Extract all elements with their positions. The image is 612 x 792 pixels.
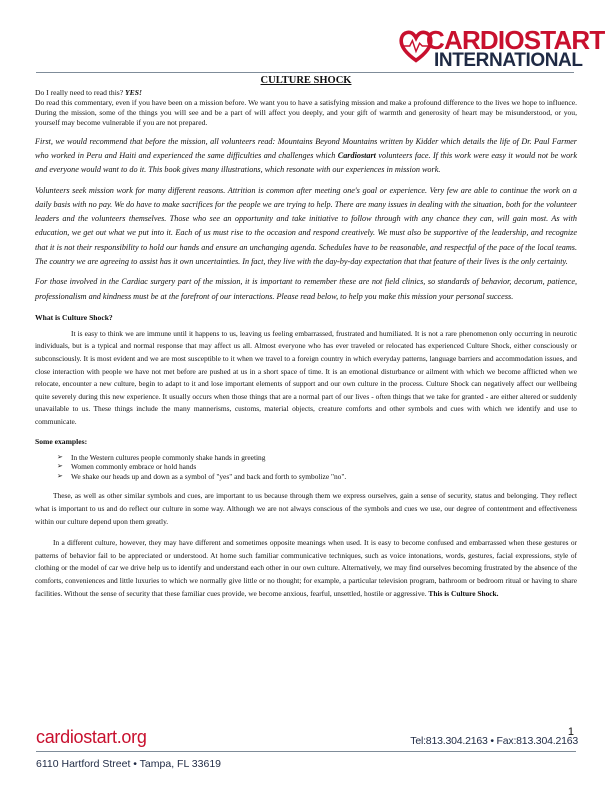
volunteers-paragraph: Volunteers seek mission work for many different reasons. Attrition is common after meeting one's goal or experience. Very few are able to continue the work on a daily basis with no pay. We do have to make sacrifices for the people we are trying to help. There are many issues in dealing with the situation, both for the volunteer leaders and the volunteers themselves. Those who see an opportunity and take initiative to follow through with any chance they can, will gain most. As with education, we get out what we put into it. Each of us must rise to the occasion and respond creatively. We must also be supportive of the leadership, and recognize that it is not their responsibility to hold our hands and ensure an unchanging agenda. Schedules have to be reasonable, and respectful of the pace of the local teams. The country we are agreeing to assist has it own uncertainties. In fact, they live with the day-by-day expectation that that feature of their lives is the only certainty.: [35, 185, 577, 266]
intro-question-text: Do I really need to read this?: [35, 88, 126, 97]
culture-shock-paragraph: It is easy to think we are immune until it happens to us, leaving us feeling embarrassed, frustrated and humiliated. It is not a rare phenomenon only occurring in neurotic individuals, but is a typical and normal response that may affect us all. Almost everyone who has ever traveled or relocated has experienced Culture Shock, either consciously or subconsciously. It is most evident and we are most susceptible to it when we travel to a foreign country in which everyday patterns, language barriers and accommodation issues, and close interaction with people we have not met before are pushed at us in a short space of time. It is an emotional disturbance or ailment with which we become afflicted when we relocate, encounter a new culture, begin to adapt to it and lose important elements of support and our own culture in the process. Culture Shock can negatively affect our wellbeing quite severely during this new experience. It usually occurs when those things that are a normal part of our lives - often things that we take for granted - are either altered or suddenly unavailable to us. These things include the many mannerisms, customs, material objects, creature comforts and other symbols and cues with which we identify and use to communicate.: [35, 328, 577, 427]
section-heading: What is Culture Shock?: [35, 312, 113, 322]
intro-answer: YES!: [125, 88, 142, 97]
footer-address: 6110 Hartford Street • Tampa, FL 33619: [36, 758, 222, 770]
recommendation-text-1: First, we would recommend that before the mission, all volunteers read: Mountains Beyond Mountains written by Kidder which details the life of Dr. Paul Farmer who worked in Peru and Haiti and experienced the same difficulties and challenges which: [35, 136, 577, 160]
recommendation-paragraph: [35, 135, 577, 178]
document-body: [35, 74, 577, 600]
recommendation-text-2: volunteers face. If this work were easy it would not be work and everyone would want to do it. This book gives many illustrations, which resonate with our experiences in mission work.: [35, 150, 577, 175]
footer-website-link[interactable]: cardiostart.org: [36, 727, 147, 747]
arrow-bullet-icon: ➢: [57, 471, 63, 480]
arrow-bullet-icon: ➢: [57, 462, 63, 471]
different-culture-text: In a different culture, however, they may have different and sometimes opposite meanings when used. It is easy to become confused and embarrassed when these gestures or patterns of behavior fail to be appreciated or understood. At home such familiar communicative techniques, such as voice intonations, words, gestures, facial expressions, style of clothing or the model of car we drive help us to identify and understand each other in our own culture. Alternatively, we may find ourselves becoming frustrated by the absence of the comforts, conveniences and little luxuries to which we normally give little or no thought; for example, a particular television program, bathroom or bedroom ritual or having to share facilities. Without the sense of security that these familiar cues provide, we become anxious, fearful, unsettled, hostile or aggressive.: [35, 538, 577, 598]
list-item: ➢ We shake our heads up and down as a symbol of "yes" and back and forth to symbolize "no".: [57, 471, 347, 481]
list-item: ➢ Women commonly embrace or hold hands: [57, 462, 197, 472]
header-divider: [36, 72, 574, 73]
cardiac-surgery-paragraph: For those involved in the Cardiac surgery part of the mission, it is important to remember these are not field clinics, so standards of behavior, decorum, patience, professionalism and kindness must be at the forefront of our interactions. Please read below, to help you make this mission your personal success.: [35, 277, 577, 301]
footer-divider: [36, 751, 576, 752]
list-item: ➢ In the Western cultures people commonly shake hands in greeting: [57, 452, 266, 462]
arrow-bullet-icon: ➢: [57, 452, 63, 461]
cardiostart-logo: [398, 25, 605, 72]
intro-question: [35, 88, 577, 98]
logo-subtitle: INTERNATIONAL: [434, 50, 583, 71]
culture-shock-emphasis: This is Culture Shock.: [428, 588, 499, 598]
examples-list: [35, 453, 577, 482]
document-title: CULTURE SHOCK: [260, 75, 352, 86]
intro-paragraph: Do read this commentary, even if you have been on a mission before. We want you to have a satisfying mission and make a profound difference to the lives we hope to influence. During the mission, some of the things you will see and be a part of will affect you deeply, and your gift of warmth and generosity of heart may be misunderstood, or you, yourself may become vulnerable if you are not prepared.: [35, 98, 577, 128]
different-culture-paragraph: [35, 537, 577, 600]
examples-heading: Some examples:: [35, 436, 88, 446]
footer-contact: Tel:813.304.2163 • Fax:813.304.2163: [410, 735, 578, 747]
symbols-paragraph: These, as well as other similar symbols and cues, are important to us because through them we express ourselves, gain a sense of security, status and belonging. They reflect what is important to us and do reflect our culture in some way. Although we are not always conscious of the symbols and cues we use, our degree of contentment and effectiveness within our culture depend upon them greatly.: [35, 491, 577, 526]
page-number: 1: [567, 726, 574, 738]
cardiostart-emphasis: Cardiostart: [337, 150, 376, 160]
logo-title: CARDIOSTART: [426, 25, 605, 55]
